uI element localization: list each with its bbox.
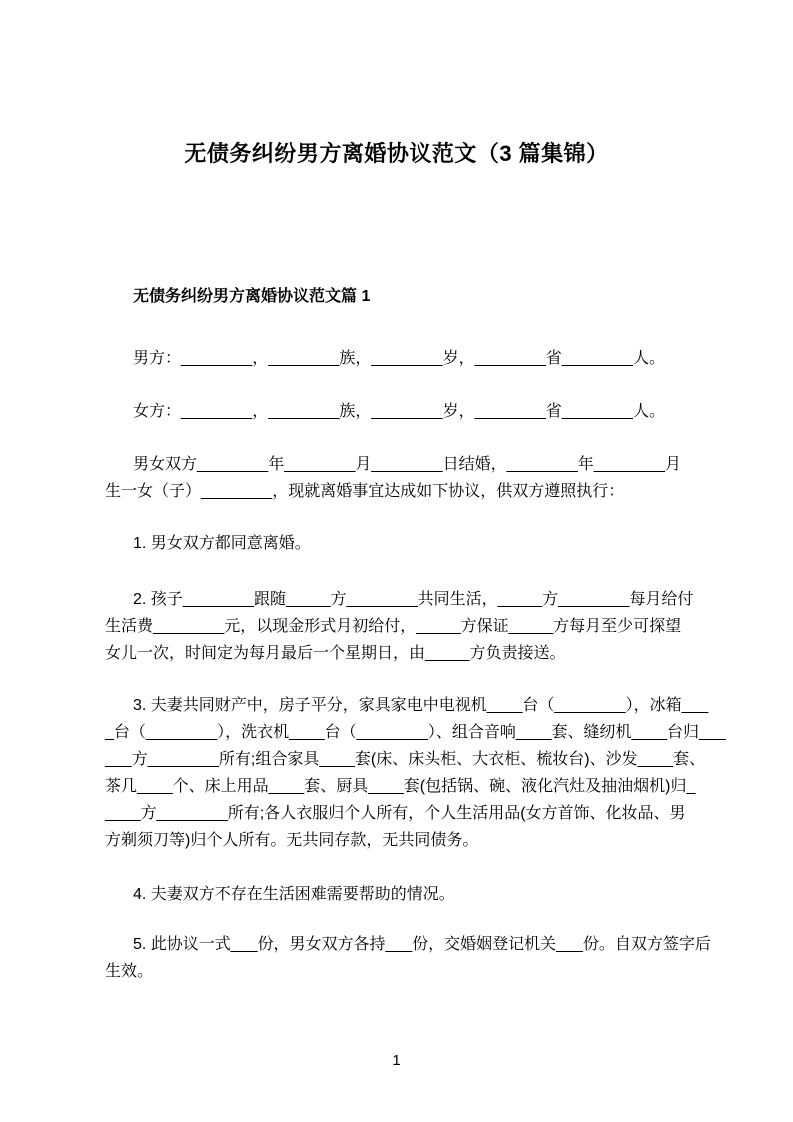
section-heading: 无债务纠纷男方离婚协议范文篇 1 bbox=[133, 288, 371, 305]
paragraph-male-party bbox=[105, 345, 701, 372]
text-line: 2. 孩子________跟随_____方________共同生活，_____方________每月给付 bbox=[133, 591, 694, 608]
text-line: ___方________所有;组合家具____套(床、床头柜、大衣柜、梳妆台)、沙发____套、 bbox=[105, 751, 706, 768]
text-line: 方剃须刀等)归个人所有。无共同存款，无共同债务。 bbox=[105, 832, 479, 849]
text-line: 女儿一次，时间定为每月最后一个星期日，由_____方负责接送。 bbox=[105, 645, 566, 662]
text-line: _台（________），洗衣机____台（________）、组合音响____套、缝纫机____台归___ bbox=[105, 724, 726, 741]
clause-1-divorce-consent bbox=[105, 530, 701, 557]
clause-5-copies-effective bbox=[105, 931, 711, 985]
text-line: 男女双方________年________月________日结婚，________年________月 bbox=[133, 456, 681, 473]
text-line: 男方：________，________族，________岁，________省________人。 bbox=[133, 350, 665, 367]
text-line: 生活费________元，以现金形式月初给付，_____方保证_____方每月至少可探望 bbox=[105, 618, 682, 635]
text-line: 5. 此协议一式___份，男女双方各持___份，交婚姻登记机关___份。自双方签字后 bbox=[133, 936, 711, 953]
paragraph-female-party bbox=[105, 398, 701, 425]
text-line: 生一女（子）________，现就离婚事宜达成如下协议，供双方遵照执行： bbox=[105, 483, 625, 500]
document-title: 无债务纠纷男方离婚协议范文（3 篇集锦） bbox=[184, 141, 609, 166]
clause-2-child-custody bbox=[105, 586, 701, 667]
paragraph-marriage-info bbox=[105, 451, 701, 505]
text-line: 茶几____个、床上用品____套、厨具____套(包括锅、碗、液化汽灶及抽油烟机)归_ bbox=[105, 778, 696, 795]
text-line: 生效。 bbox=[105, 963, 154, 980]
text-line: 女方：________，________族，________岁，________省________人。 bbox=[133, 403, 665, 420]
text-line: 3. 夫妻共同财产中，房子平分，家具家电中电视机____台（________），冰箱___ bbox=[133, 697, 709, 714]
clause-4-no-hardship bbox=[105, 881, 701, 908]
clause-3-property-division bbox=[105, 692, 726, 854]
text-line: 1. 男女双方都同意离婚。 bbox=[133, 535, 311, 552]
page-number: 1 bbox=[392, 1052, 401, 1069]
text-line: 4. 夫妻双方不存在生活困难需要帮助的情况。 bbox=[133, 886, 455, 903]
text-line: ____方________所有;各人衣服归个人所有，个人生活用品(女方首饰、化妆品、男 bbox=[105, 805, 686, 822]
